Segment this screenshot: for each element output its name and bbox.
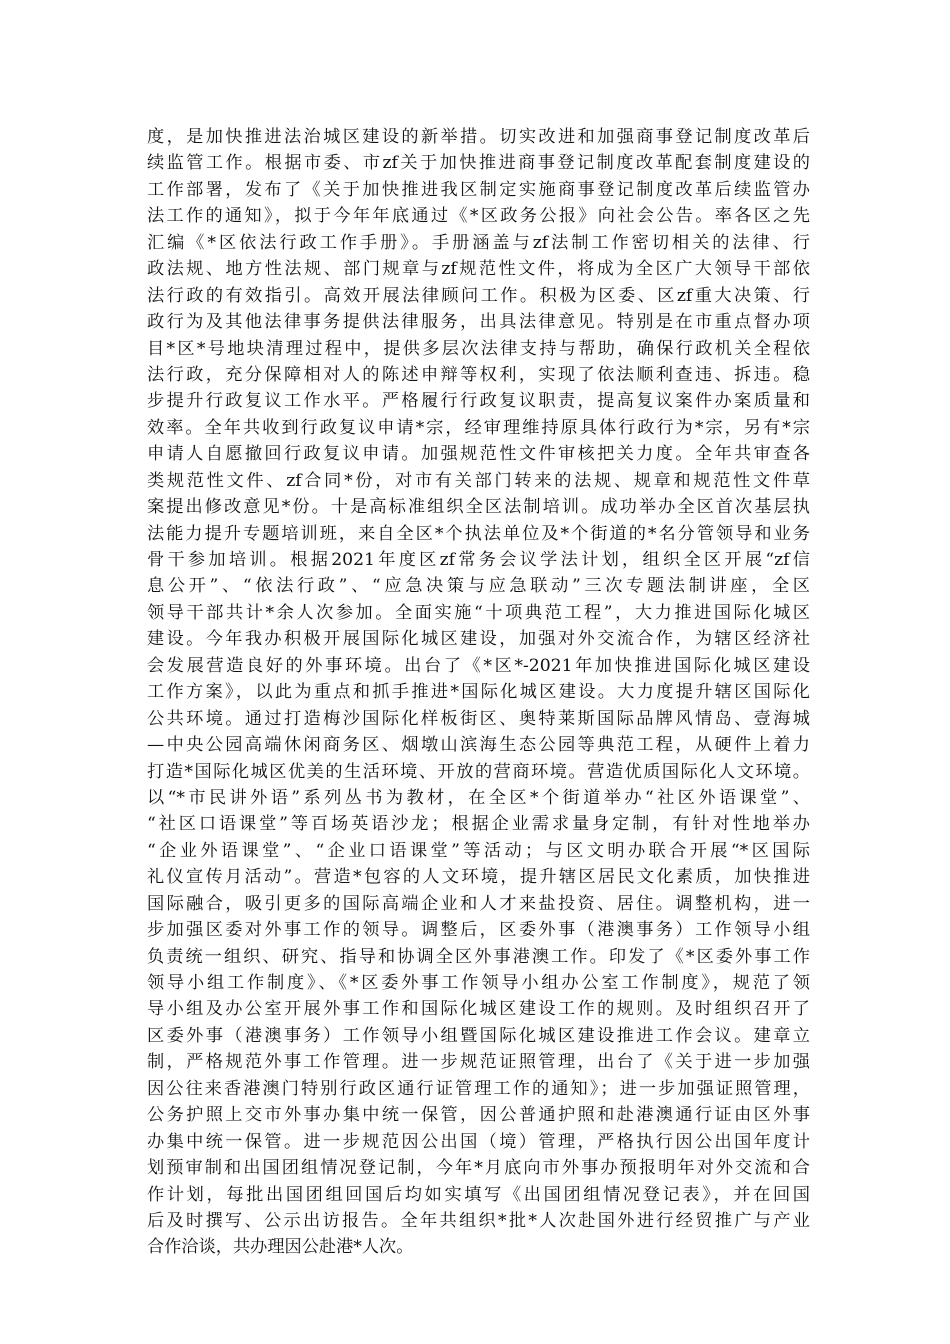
body-paragraph [147, 124, 810, 1261]
text-line: 政法规、地方性法规、部门规章与zf规范性文件，将成为全区广大领导干部依 [147, 259, 810, 280]
text-line: 区委外事（港澳事务）工作领导小组暨国际化城区建设推进工作会议。建章立 [147, 1025, 810, 1046]
text-line: 建设。今年我办积极开展国际化城区建设，加强对外交流合作，为辖区经济社 [147, 629, 810, 650]
text-line: 公共环境。通过打造梅沙国际化样板街区、奥特莱斯国际品牌风情岛、壹海城 [147, 708, 810, 729]
text-line: 续监管工作。根据市委、市zf关于加快推进商事登记制度改革配套制度建设的 [147, 153, 810, 174]
text-line: —中央公园高端休闲商务区、烟墩山滨海生态公园等典范工程，从硬件上着力 [147, 735, 810, 756]
text-line: 步提升行政复议工作水平。严格履行行政复议职责，提高复议案件办案质量和 [147, 391, 810, 412]
text-line: 政行为及其他法律事务提供法律服务，出具法律意见。特别是在市重点督办项 [147, 312, 810, 333]
text-line: 法行政的有效指引。高效开展法律顾问工作。积极为区委、区zf重大决策、行 [147, 285, 810, 306]
text-line: 会发展营造良好的外事环境。出台了《*区*-2021年加快推进国际化城区建设 [147, 655, 810, 676]
text-line: 公务护照上交市外事办集中统一保管，因公普通护照和赴港澳通行证由区外事 [147, 1105, 810, 1126]
text-line: 息公开”、“依法行政”、“应急决策与应急联动”三次专题法制讲座，全区 [147, 576, 810, 597]
text-line: 步加强区委对外事工作的领导。调整后，区委外事（港澳事务）工作领导小组 [147, 920, 810, 941]
text-line: “社区口语课堂”等百场英语沙龙；根据企业需求量身定制，有针对性地举办 [147, 814, 810, 835]
text-line: 工作部署，发布了《关于加快推进我区制定实施商事登记制度改革后续监管办 [147, 179, 810, 200]
text-line: 法能力提升专题培训班，来自全区*个执法单位及*个街道的*名分管领导和业务 [147, 523, 810, 544]
text-line: 类规范性文件、zf合同*份，对市有关部门转来的法规、规章和规范性文件草 [147, 470, 810, 491]
text-line: 申请人自愿撤回行政复议申请。加强规范性文件审核把关力度。全年共审查各 [147, 444, 810, 465]
text-line: 案提出修改意见*份。十是高标准组织全区法制培训。成功举办全区首次基层执 [147, 497, 810, 518]
text-line: 导小组及办公室开展外事工作和国际化城区建设工作的规则。及时组织召开了 [147, 999, 810, 1020]
text-line: 度，是加快推进法治城区建设的新举措。切实改进和加强商事登记制度改革后 [147, 127, 810, 147]
text-line: 以“*市民讲外语”系列丛书为教材，在全区*个街道举办“社区外语课堂”、 [147, 787, 810, 808]
text-line: 合作洽谈，共办理因公赴港*人次。 [147, 1237, 414, 1258]
text-line: 国际融合，吸引更多的国际高端企业和人才来盐投资、居住。调整机构，进一 [147, 893, 810, 914]
text-line: 负责统一组织、研究、指导和协调全区外事港澳工作。印发了《*区委外事工作 [147, 946, 810, 967]
text-line: 领导干部共计*余人次参加。全面实施“十项典范工程”，大力推进国际化城区 [147, 602, 810, 623]
text-line: 目*区*号地块清理过程中，提供多层次法律支持与帮助，确保行政机关全程依 [147, 338, 810, 359]
text-line: 办集中统一保管。进一步规范因公出国（境）管理，严格执行因公出国年度计 [147, 1131, 810, 1152]
text-line: 效率。全年共收到行政复议申请*宗，经审理维持原具体行政行为*宗，另有*宗 [147, 417, 810, 438]
text-line: “企业外语课堂”、“企业口语课堂”等活动；与区文明办联合开展“*区国际 [147, 840, 810, 861]
text-line: 法行政，充分保障相对人的陈述申辩等权利，实现了依法顺利查违、拆违。稳 [147, 364, 810, 385]
text-line: 领导小组工作制度》、《*区委外事工作领导小组办公室工作制度》，规范了领 [147, 973, 810, 993]
text-line: 因公往来香港澳门特别行政区通行证管理工作的通知》；进一步加强证照管理， [147, 1078, 810, 1099]
text-line: 礼仪宣传月活动”。营造*包容的人文环境，提升辖区居民文化素质，加快推进 [147, 867, 810, 888]
text-line: 后及时撰写、公示出访报告。全年共组织*批*人次赴国外进行经贸推广与产业 [147, 1210, 810, 1231]
text-line: 汇编《*区依法行政工作手册》。手册涵盖与zf法制工作密切相关的法律、行 [147, 232, 810, 253]
text-line: 打造*国际化城区优美的生活环境、开放的营商环境。营造优质国际化人文环境。 [147, 761, 810, 782]
text-line: 制，严格规范外事工作管理。进一步规范证照管理，出台了《关于进一步加强 [147, 1052, 810, 1073]
text-line: 法工作的通知》，拟于今年年底通过《*区政务公报》向社会公告。率各区之先 [147, 206, 810, 227]
text-line: 工作方案》，以此为重点和抓手推进*国际化城区建设。大力度提升辖区国际化 [147, 682, 810, 703]
text-line: 作计划，每批出国团组回国后均如实填写《出国团组情况登记表》，并在回国 [147, 1184, 810, 1205]
text-line: 骨干参加培训。根据2021年度区zf常务会议学法计划，组织全区开展“zf信 [147, 550, 810, 570]
text-line: 划预审制和出国团组情况登记制，今年*月底向市外事办预报明年对外交流和合 [147, 1158, 810, 1179]
